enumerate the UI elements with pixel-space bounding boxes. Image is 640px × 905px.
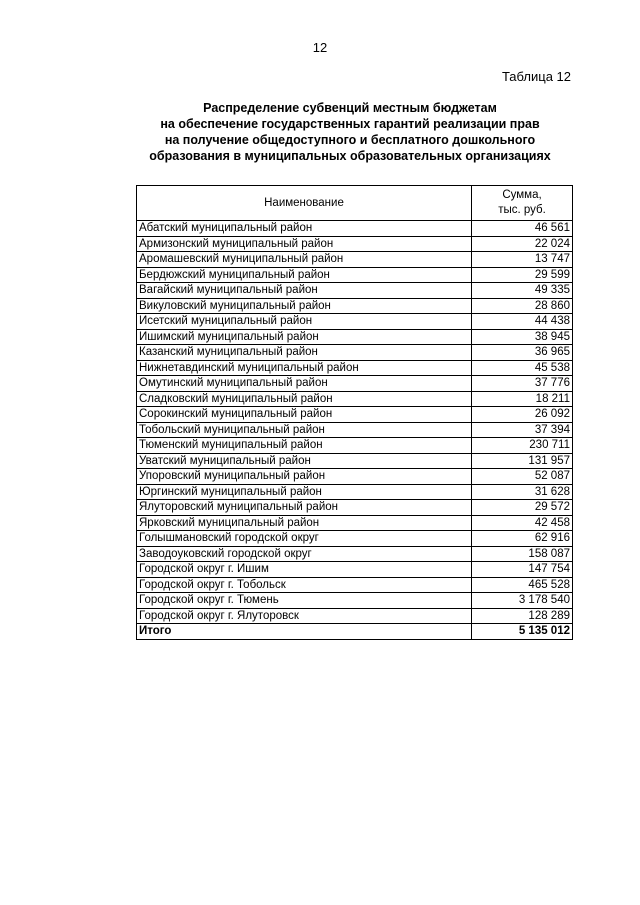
table-row (137, 236, 573, 252)
row-sum: 18 211 (472, 391, 573, 407)
row-sum: 26 092 (472, 407, 573, 423)
table-row (137, 593, 573, 609)
row-name: Абатский муниципальный район (137, 221, 472, 237)
table-row (137, 500, 573, 516)
table-label: Таблица 12 (501, 69, 571, 84)
table-row (137, 562, 573, 578)
table-body (137, 221, 573, 640)
table-row (137, 376, 573, 392)
row-name: Городской округ г. Ишим (137, 562, 472, 578)
row-sum: 158 087 (472, 546, 573, 562)
subsidy-table (136, 185, 573, 640)
row-name: Армизонский муниципальный район (137, 236, 472, 252)
table-row (137, 360, 573, 376)
row-sum: 465 528 (472, 577, 573, 593)
table-row (137, 267, 573, 283)
table-row (137, 531, 573, 547)
table-row (137, 546, 573, 562)
row-sum: 29 599 (472, 267, 573, 283)
table-row (137, 329, 573, 345)
page-number: 12 (312, 40, 328, 55)
row-name: Городской округ г. Тобольск (137, 577, 472, 593)
title-line: на обеспечение государственных гарантий реализации прав (160, 117, 540, 131)
table-row (137, 345, 573, 361)
row-sum: 46 561 (472, 221, 573, 237)
row-name: Тобольский муниципальный район (137, 422, 472, 438)
row-sum: 44 438 (472, 314, 573, 330)
header-row (137, 186, 573, 221)
table-row (137, 391, 573, 407)
row-sum: 128 289 (472, 608, 573, 624)
row-name: Омутинский муниципальный район (137, 376, 472, 392)
row-name: Ишимский муниципальный район (137, 329, 472, 345)
table-row (137, 298, 573, 314)
title-line: Распределение субвенций местным бюджетам (203, 101, 497, 115)
row-sum: 38 945 (472, 329, 573, 345)
title-line: на получение общедоступного и бесплатного дошкольного (164, 133, 536, 147)
row-name: Бердюжский муниципальный район (137, 267, 472, 283)
row-name: Голышмановский городской округ (137, 531, 472, 547)
row-sum: 62 916 (472, 531, 573, 547)
table-row (137, 252, 573, 268)
row-name: Ярковский муниципальный район (137, 515, 472, 531)
header-name: Наименование (137, 186, 472, 221)
row-name: Вагайский муниципальный район (137, 283, 472, 299)
row-name: Уватский муниципальный район (137, 453, 472, 469)
header-sum-line2: тыс. руб. (498, 204, 546, 216)
title-line: образования в муниципальных образовательных организациях (149, 149, 551, 163)
row-sum: 13 747 (472, 252, 573, 268)
row-sum: 42 458 (472, 515, 573, 531)
row-sum: 36 965 (472, 345, 573, 361)
row-sum: 3 178 540 (472, 593, 573, 609)
header-sum-line1: Сумма, (502, 189, 542, 201)
row-name: Сладковский муниципальный район (137, 391, 472, 407)
row-name: Викуловский муниципальный район (137, 298, 472, 314)
table-row (137, 407, 573, 423)
row-sum: 45 538 (472, 360, 573, 376)
row-sum: 131 957 (472, 453, 573, 469)
table-row (137, 422, 573, 438)
row-sum: 230 711 (472, 438, 573, 454)
row-name: Сорокинский муниципальный район (137, 407, 472, 423)
row-sum: 52 087 (472, 469, 573, 485)
table-row (137, 484, 573, 500)
row-name: Аромашевский муниципальный район (137, 252, 472, 268)
row-name: Тюменский муниципальный район (137, 438, 472, 454)
table-row (137, 515, 573, 531)
table-row (137, 438, 573, 454)
row-name: Исетский муниципальный район (137, 314, 472, 330)
table-row (137, 608, 573, 624)
table-row (137, 469, 573, 485)
row-name: Заводоуковский городской округ (137, 546, 472, 562)
row-name: Городской округ г. Ялуторовск (137, 608, 472, 624)
row-sum: 37 394 (472, 422, 573, 438)
table-row (137, 314, 573, 330)
table-row (137, 453, 573, 469)
total-row (137, 624, 573, 640)
table-row (137, 283, 573, 299)
row-name: Ялуторовский муниципальный район (137, 500, 472, 516)
total-sum: 5 135 012 (472, 624, 573, 640)
row-sum: 147 754 (472, 562, 573, 578)
header-sum (472, 186, 573, 221)
row-sum: 29 572 (472, 500, 573, 516)
row-name: Упоровский муниципальный район (137, 469, 472, 485)
row-sum: 22 024 (472, 236, 573, 252)
table-title (140, 100, 560, 164)
row-name: Юргинский муниципальный район (137, 484, 472, 500)
row-sum: 31 628 (472, 484, 573, 500)
row-sum: 37 776 (472, 376, 573, 392)
table-row (137, 221, 573, 237)
row-sum: 28 860 (472, 298, 573, 314)
row-name: Нижнетавдинский муниципальный район (137, 360, 472, 376)
row-name: Городской округ г. Тюмень (137, 593, 472, 609)
table-row (137, 577, 573, 593)
row-name: Казанский муниципальный район (137, 345, 472, 361)
total-name: Итого (137, 624, 472, 640)
row-sum: 49 335 (472, 283, 573, 299)
